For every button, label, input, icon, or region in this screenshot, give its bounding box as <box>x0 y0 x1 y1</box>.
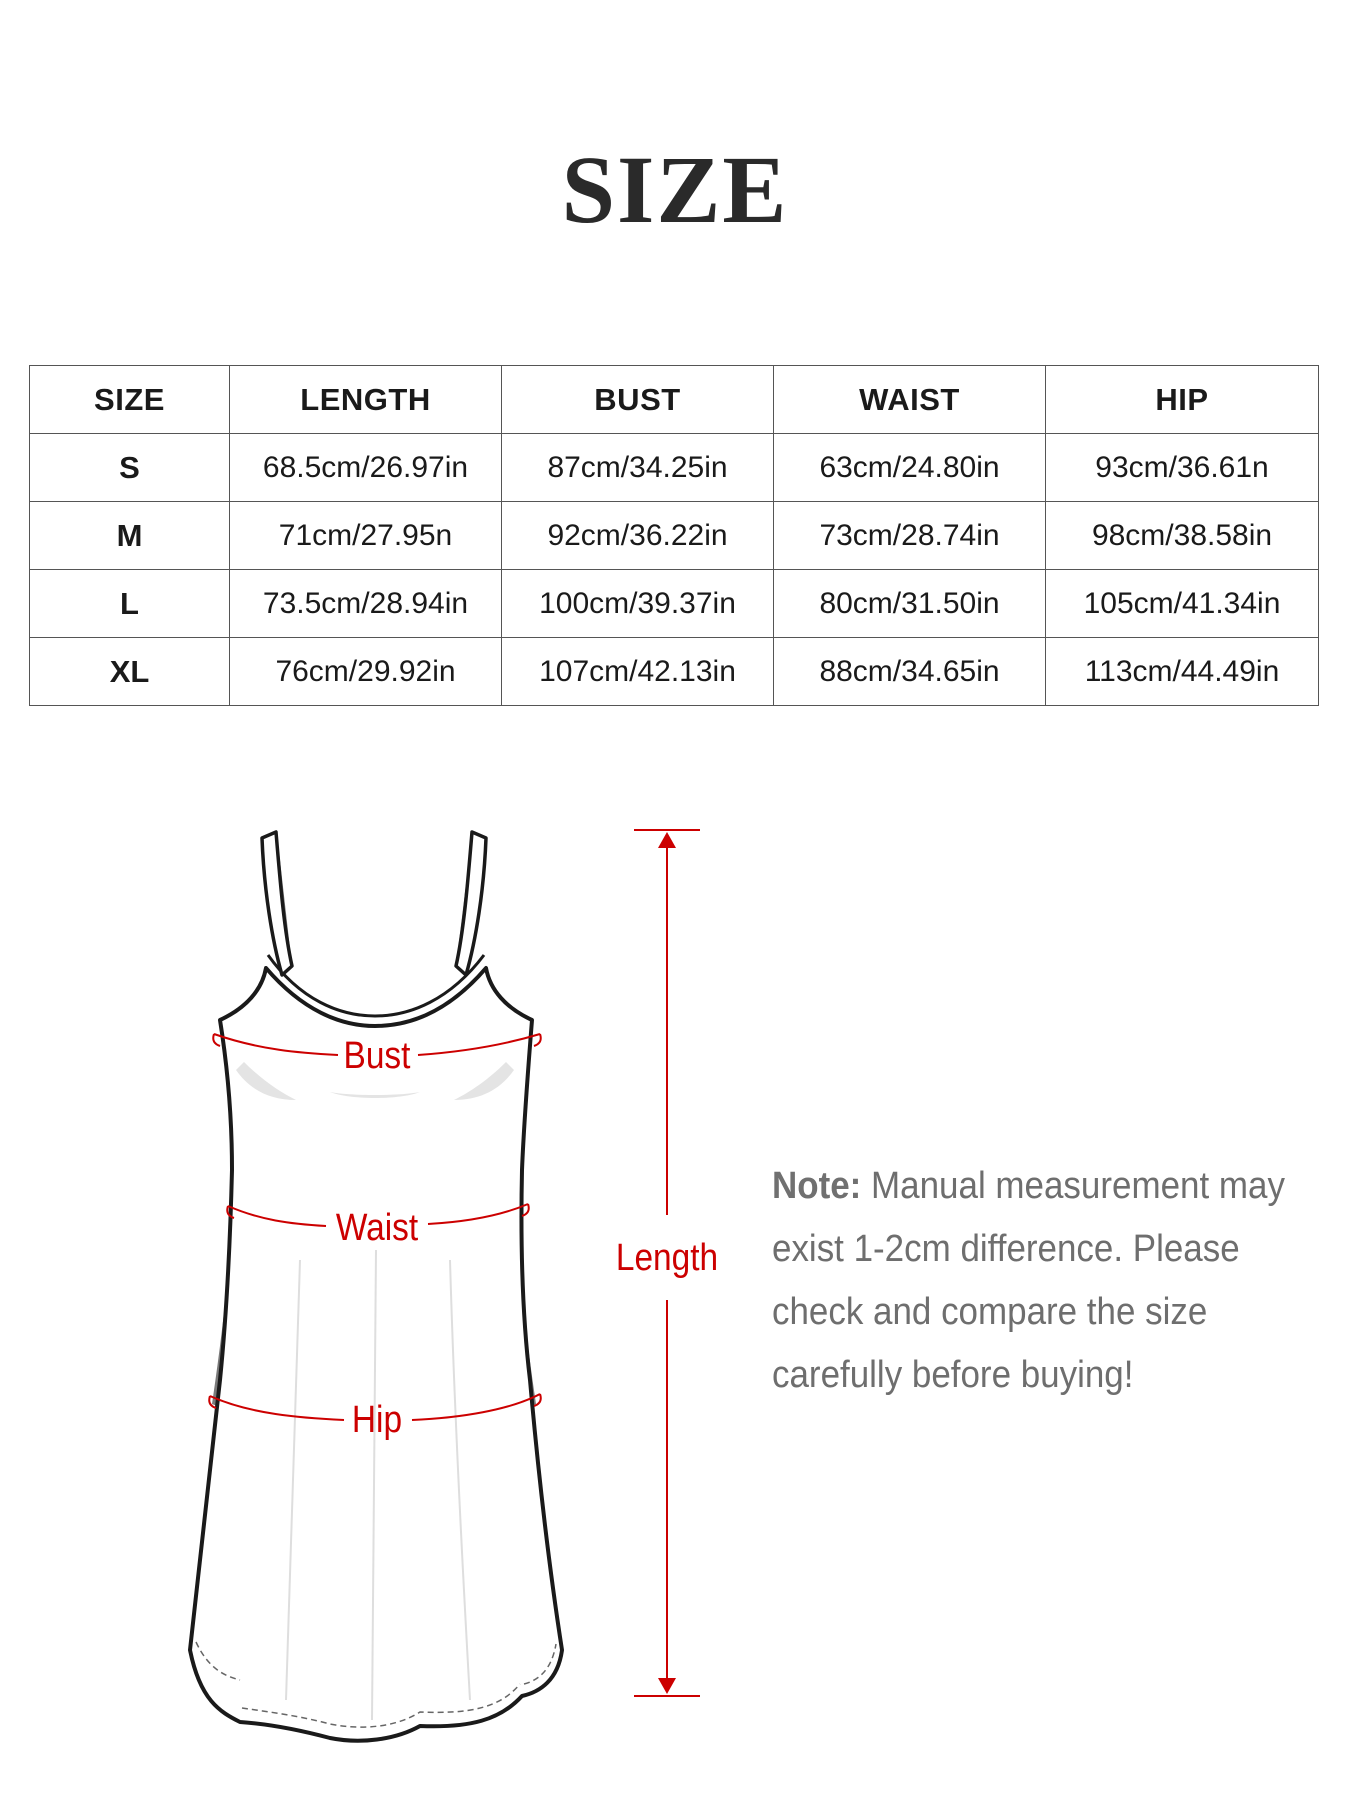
bust-cell: 107cm/42.13in <box>502 638 774 706</box>
bust-label: Bust <box>343 1034 411 1077</box>
length-cell: 68.5cm/26.97in <box>230 434 502 502</box>
length-cell: 71cm/27.95n <box>230 502 502 570</box>
length-arrow-down <box>658 1678 676 1694</box>
right-strap <box>456 832 486 975</box>
page-title: SIZE <box>561 136 789 243</box>
size-cell: S <box>30 434 230 502</box>
waist-cell: 88cm/34.65in <box>774 638 1046 706</box>
note-label: Note: <box>772 1165 862 1207</box>
note-line-1: Manual measurement may <box>861 1165 1285 1207</box>
waist-cell: 73cm/28.74in <box>774 502 1046 570</box>
hip-cell: 98cm/38.58in <box>1046 502 1319 570</box>
note-line-4: carefully before buying! <box>772 1354 1134 1396</box>
header-bust: BUST <box>502 366 774 434</box>
header-hip: HIP <box>1046 366 1319 434</box>
hip-cell: 105cm/41.34in <box>1046 570 1319 638</box>
hip-cell: 93cm/36.61n <box>1046 434 1319 502</box>
length-cell: 76cm/29.92in <box>230 638 502 706</box>
note-line <box>772 1155 1296 1218</box>
length-label: Length <box>615 1236 719 1279</box>
bust-cell: 100cm/39.37in <box>502 570 774 638</box>
size-cell: XL <box>30 638 230 706</box>
hip-cell: 113cm/44.49in <box>1046 638 1319 706</box>
waist-cell: 80cm/31.50in <box>774 570 1046 638</box>
header-waist: WAIST <box>774 366 1046 434</box>
hip-label: Hip <box>351 1398 403 1441</box>
note-line-3: check and compare the size <box>772 1291 1208 1333</box>
waist-cell: 63cm/24.80in <box>774 434 1046 502</box>
left-strap <box>262 832 292 975</box>
note-text <box>772 1155 1296 1407</box>
size-cell: L <box>30 570 230 638</box>
bust-cell: 87cm/34.25in <box>502 434 774 502</box>
length-arrow-up <box>658 832 676 848</box>
note-line-2: exist 1-2cm difference. Please <box>772 1228 1240 1270</box>
header-length: LENGTH <box>230 366 502 434</box>
length-cell: 73.5cm/28.94in <box>230 570 502 638</box>
header-size: SIZE <box>30 366 230 434</box>
size-cell: M <box>30 502 230 570</box>
waist-label: Waist <box>335 1206 419 1249</box>
bust-cell: 92cm/36.22in <box>502 502 774 570</box>
